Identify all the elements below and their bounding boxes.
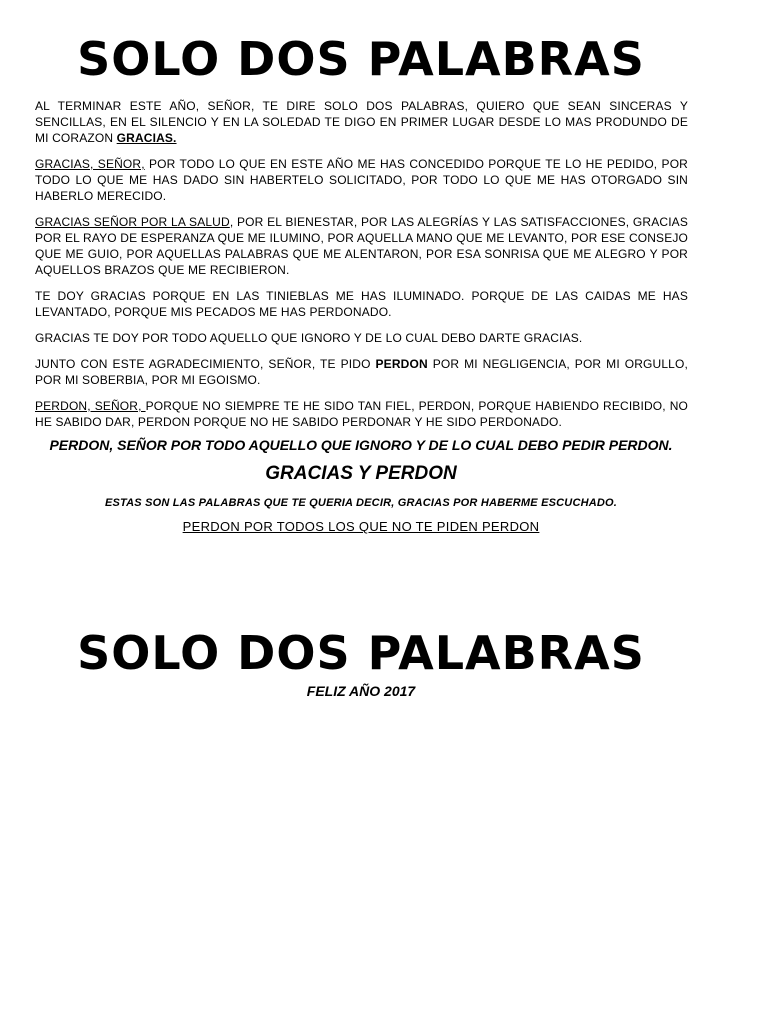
paragraph-text: PORQUE NO SIEMPRE TE HE SIDO TAN FIEL, PERDON, PORQUE HABIENDO RECIBIDO, NO HE SABIDO DAR, PERDON PORQUE NO HE SABIDO PERDONAR Y HE SIDO PERDONADO.: [35, 399, 688, 429]
paragraph-text: , POR EL BIENESTAR, POR LAS ALEGRÍAS Y LAS SATISFACCIONES, GRACIAS POR EL RAYO DE ESPERANZA QUE ME ILUMINO, POR AQUELLA MANO QUE ME LEVANTO, POR ESE CONSEJO QUE ME GUIO, POR AQUELLAS PALABRAS QUE ME ALENTARON, POR ESA SONRISA QUE ME ALEGRO Y POR AQUELLOS BRAZOS QUE ME RECIBIERON.: [35, 215, 688, 277]
emphasis-gracias: GRACIAS.: [116, 131, 177, 145]
footer-title: SOLO DOS PALABRAS: [77, 626, 645, 680]
paragraph-gracias: [35, 156, 688, 204]
closing-heading: GRACIAS Y PERDON: [265, 463, 457, 484]
paragraph-text: AL TERMINAR ESTE AÑO, SEÑOR, TE DIRE SOLO DOS PALABRAS, QUIERO QUE SEAN SINCERAS Y SENCILLAS, EN EL SILENCIO Y EN LA SOLEDAD TE DIGO EN PRIMER LUGAR DESDE LO MAS PRODUNDO DE MI CORAZON: [35, 99, 688, 145]
prayer-body: [35, 98, 688, 440]
paragraph-ignoro: [35, 330, 688, 346]
closing-perdon-line: PERDON, SEÑOR POR TODO AQUELLO QUE IGNORO Y DE LO CUAL DEBO PEDIR PERDON.: [49, 437, 673, 453]
paragraph-lead: GRACIAS, SEÑOR,: [35, 157, 145, 171]
paragraph-intro: [35, 98, 688, 146]
paragraph-perdon-senor: [35, 398, 688, 430]
paragraph-lead: GRACIAS SEÑOR POR LA SALUD: [35, 215, 230, 229]
paragraph-text: TE DOY GRACIAS PORQUE EN LAS TINIEBLAS ME HAS ILUMINADO. PORQUE DE LAS CAIDAS ME HAS LEVANTADO, PORQUE MIS PECADOS ME HAS PERDONADO.: [35, 289, 688, 319]
closing-final-line: PERDON POR TODOS LOS QUE NO TE PIDEN PERDON: [182, 519, 540, 534]
paragraph-lead: PERDON, SEÑOR,: [35, 399, 146, 413]
closing-thanks-line: ESTAS SON LAS PALABRAS QUE TE QUERIA DECIR, GRACIAS POR HABERME ESCUCHADO.: [104, 497, 618, 509]
page-title: SOLO DOS PALABRAS: [77, 32, 645, 86]
paragraph-salud: [35, 214, 688, 278]
paragraph-perdon-request: [35, 356, 688, 388]
paragraph-text: POR MI NEGLIGENCIA, POR MI ORGULLO, POR MI SOBERBIA, POR MI EGOISMO.: [35, 357, 688, 387]
emphasis-perdon: PERDON: [375, 357, 428, 371]
paragraph-tinieblas: [35, 288, 688, 320]
footer-subtitle: FELIZ AÑO 2017: [306, 683, 416, 699]
paragraph-text: JUNTO CON ESTE AGRADECIMIENTO, SEÑOR, TE PIDO: [35, 357, 376, 371]
paragraph-text: GRACIAS TE DOY POR TODO AQUELLO QUE IGNORO Y DE LO CUAL DEBO DARTE GRACIAS.: [35, 331, 583, 345]
paragraph-text: POR TODO LO QUE EN ESTE AÑO ME HAS CONCEDIDO PORQUE TE LO HE PEDIDO, POR TODO LO QUE ME HAS DADO SIN HABERTELO SOLICITADO, POR TODO LO QUE ME HAS OTORGADO SIN HABERLO MERECIDO.: [35, 157, 688, 203]
